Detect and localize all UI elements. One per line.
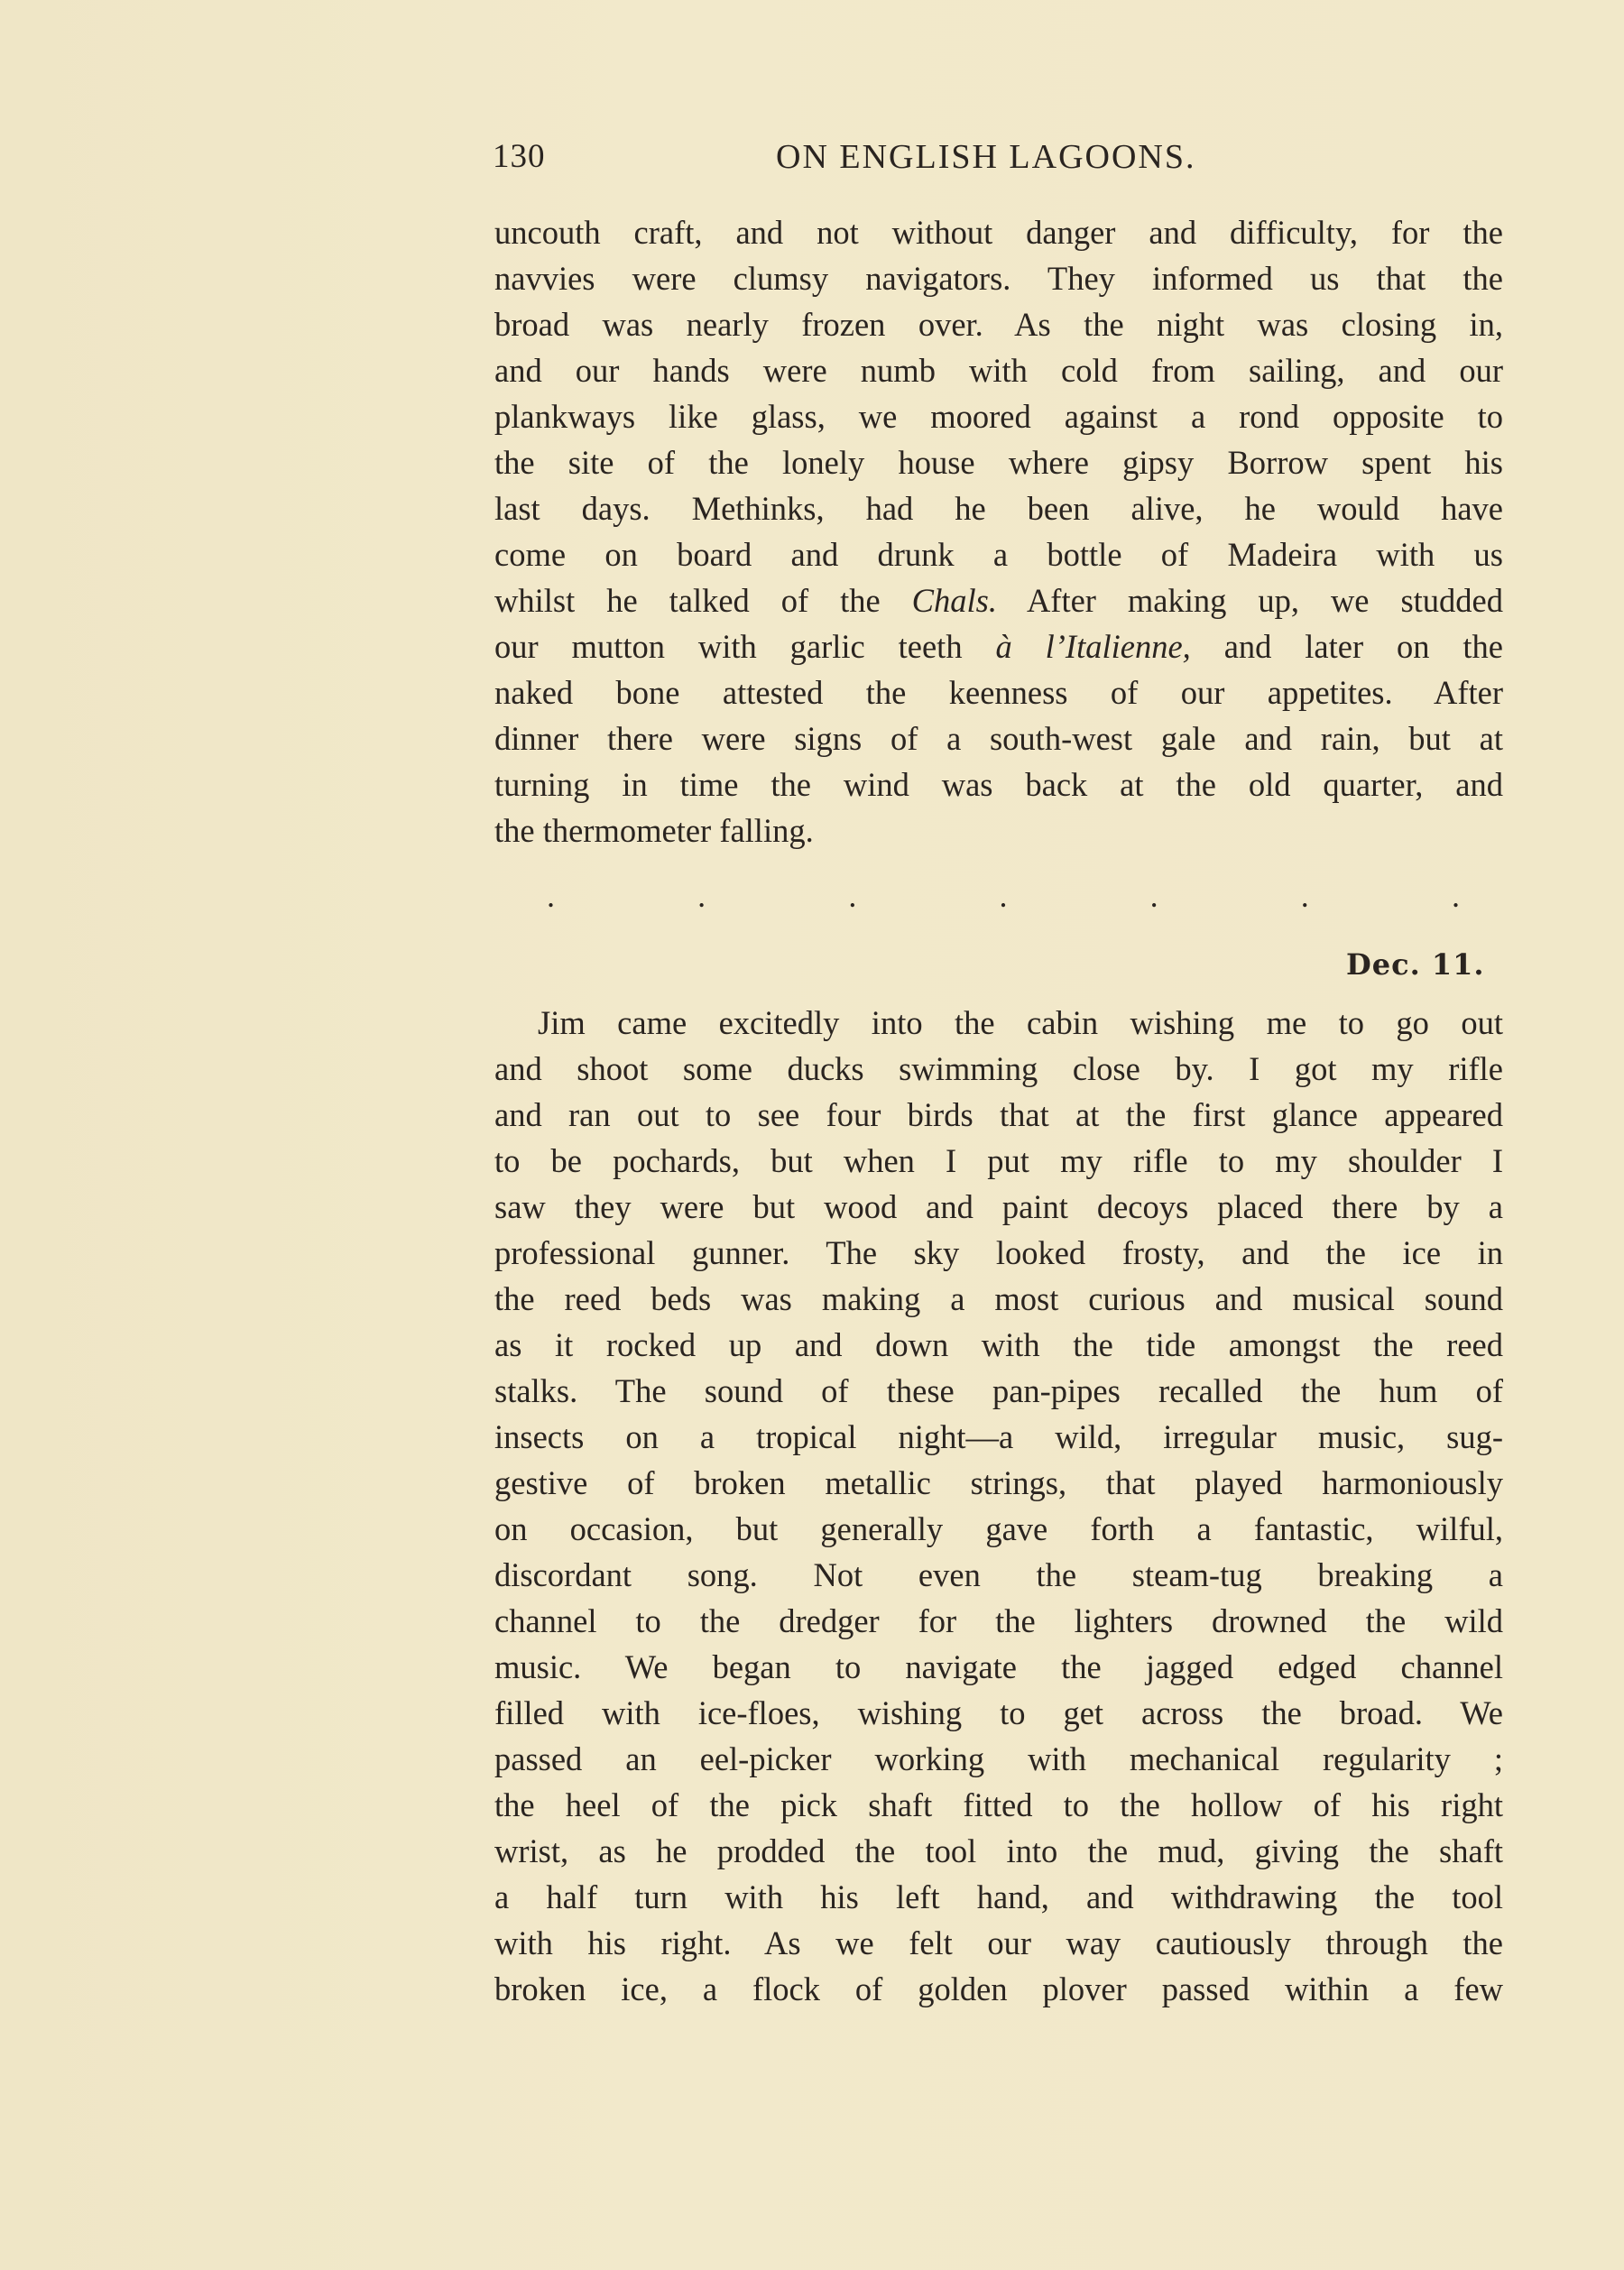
text-line: plankways like glass, we moored against a rond opposite to (494, 398, 1503, 435)
ellipsis-dot: . (1300, 878, 1309, 914)
text-line: on occasion, but generally gave forth a fantastic, wilful, (494, 1510, 1503, 1547)
text-line: dinner there were signs of a south-west gale and rain, but at (494, 720, 1503, 757)
text-line: saw they were but wood and paint decoys placed there by a (494, 1188, 1503, 1225)
text-segment: our mutton with garlic teeth (494, 628, 963, 665)
text-line: the reed beds was making a most curious and musical sound (494, 1280, 1503, 1317)
ellipsis-dot: . (999, 878, 1008, 914)
text-line: professional gunner. The sky looked frosty, and the ice in (494, 1234, 1503, 1271)
text-line: channel to the dredger for the lighters drowned the wild (494, 1602, 1503, 1639)
text-line: filled with ice-floes, wishing to get across the broad. We (494, 1694, 1503, 1731)
text-line: passed an eel-picker working with mechanical regularity ; (494, 1740, 1503, 1777)
text-line: last days. Methinks, had he been alive, he would have (494, 490, 1503, 527)
page-header (493, 137, 1518, 191)
paragraph-1 (494, 209, 1503, 854)
paragraph-2 (494, 1000, 1503, 2012)
text-line: turning in time the wind was back at the old quarter, and (494, 766, 1503, 803)
text-line: gestive of broken metallic strings, that played harmoniously (494, 1464, 1503, 1501)
italic-text: à l’Italienne, (995, 628, 1191, 665)
ellipsis-dot: . (547, 878, 555, 914)
text-line: the thermometer falling. (494, 812, 814, 849)
ellipsis-dot: . (848, 878, 857, 914)
text-line: and ran out to see four birds that at the first glance appeared (494, 1096, 1503, 1133)
text-line: naked bone attested the keenness of our appetites. After (494, 674, 1503, 711)
text-line: with his right. As we felt our way cautiously through the (494, 1924, 1503, 1961)
text-line: uncouth craft, and not without danger and difficulty, for the (494, 214, 1503, 251)
ellipsis-dot: . (1149, 878, 1158, 914)
text-line: navvies were clumsy navigators. They informed us that the (494, 260, 1503, 297)
text-line: the heel of the pick shaft fitted to the hollow of his right (494, 1786, 1503, 1823)
running-head: ON ENGLISH LAGOONS. (776, 138, 1196, 176)
text-line: music. We began to navigate the jagged edged channel (494, 1648, 1503, 1685)
text-segment: After making up, we studded (1026, 582, 1503, 619)
text-line: the site of the lonely house where gipsy Borrow spent his (494, 444, 1503, 481)
text-line (494, 623, 1503, 669)
text-line: wrist, as he prodded the tool into the mud, giving the shaft (494, 1832, 1503, 1869)
text-line: Jim came excitedly into the cabin wishing me to go out (538, 1004, 1503, 1041)
text-line: a half turn with his left hand, and withdrawing the tool (494, 1878, 1503, 1915)
text-line (494, 577, 1503, 623)
section-break-dots (494, 877, 1503, 922)
text-line: discordant song. Not even the steam-tug breaking a (494, 1556, 1503, 1593)
text-line: broad was nearly frozen over. As the night was closing in, (494, 306, 1503, 343)
text-line: and shoot some ducks swimming close by. I got my rifle (494, 1050, 1503, 1087)
date-heading: Dec. 11. (1346, 947, 1485, 982)
text-line: stalks. The sound of these pan-pipes recalled the hum of (494, 1372, 1503, 1409)
text-segment: and later on the (1223, 628, 1503, 665)
text-line: insects on a tropical night—a wild, irregular music, sug- (494, 1418, 1503, 1455)
text-line: to be pochards, but when I put my rifle to my shoulder I (494, 1142, 1503, 1179)
text-segment: whilst he talked of the (494, 582, 881, 619)
text-line: and our hands were numb with cold from sailing, and our (494, 352, 1503, 389)
italic-text: Chals. (911, 582, 997, 619)
page-number: 130 (493, 138, 546, 175)
text-line: as it rocked up and down with the tide amongst the reed (494, 1326, 1503, 1363)
text-line: come on board and drunk a bottle of Madeira with us (494, 536, 1503, 573)
ellipsis-dot: . (697, 878, 706, 914)
ellipsis-dot: . (1451, 878, 1460, 914)
text-line: broken ice, a flock of golden plover passed within a few (494, 1970, 1503, 2007)
